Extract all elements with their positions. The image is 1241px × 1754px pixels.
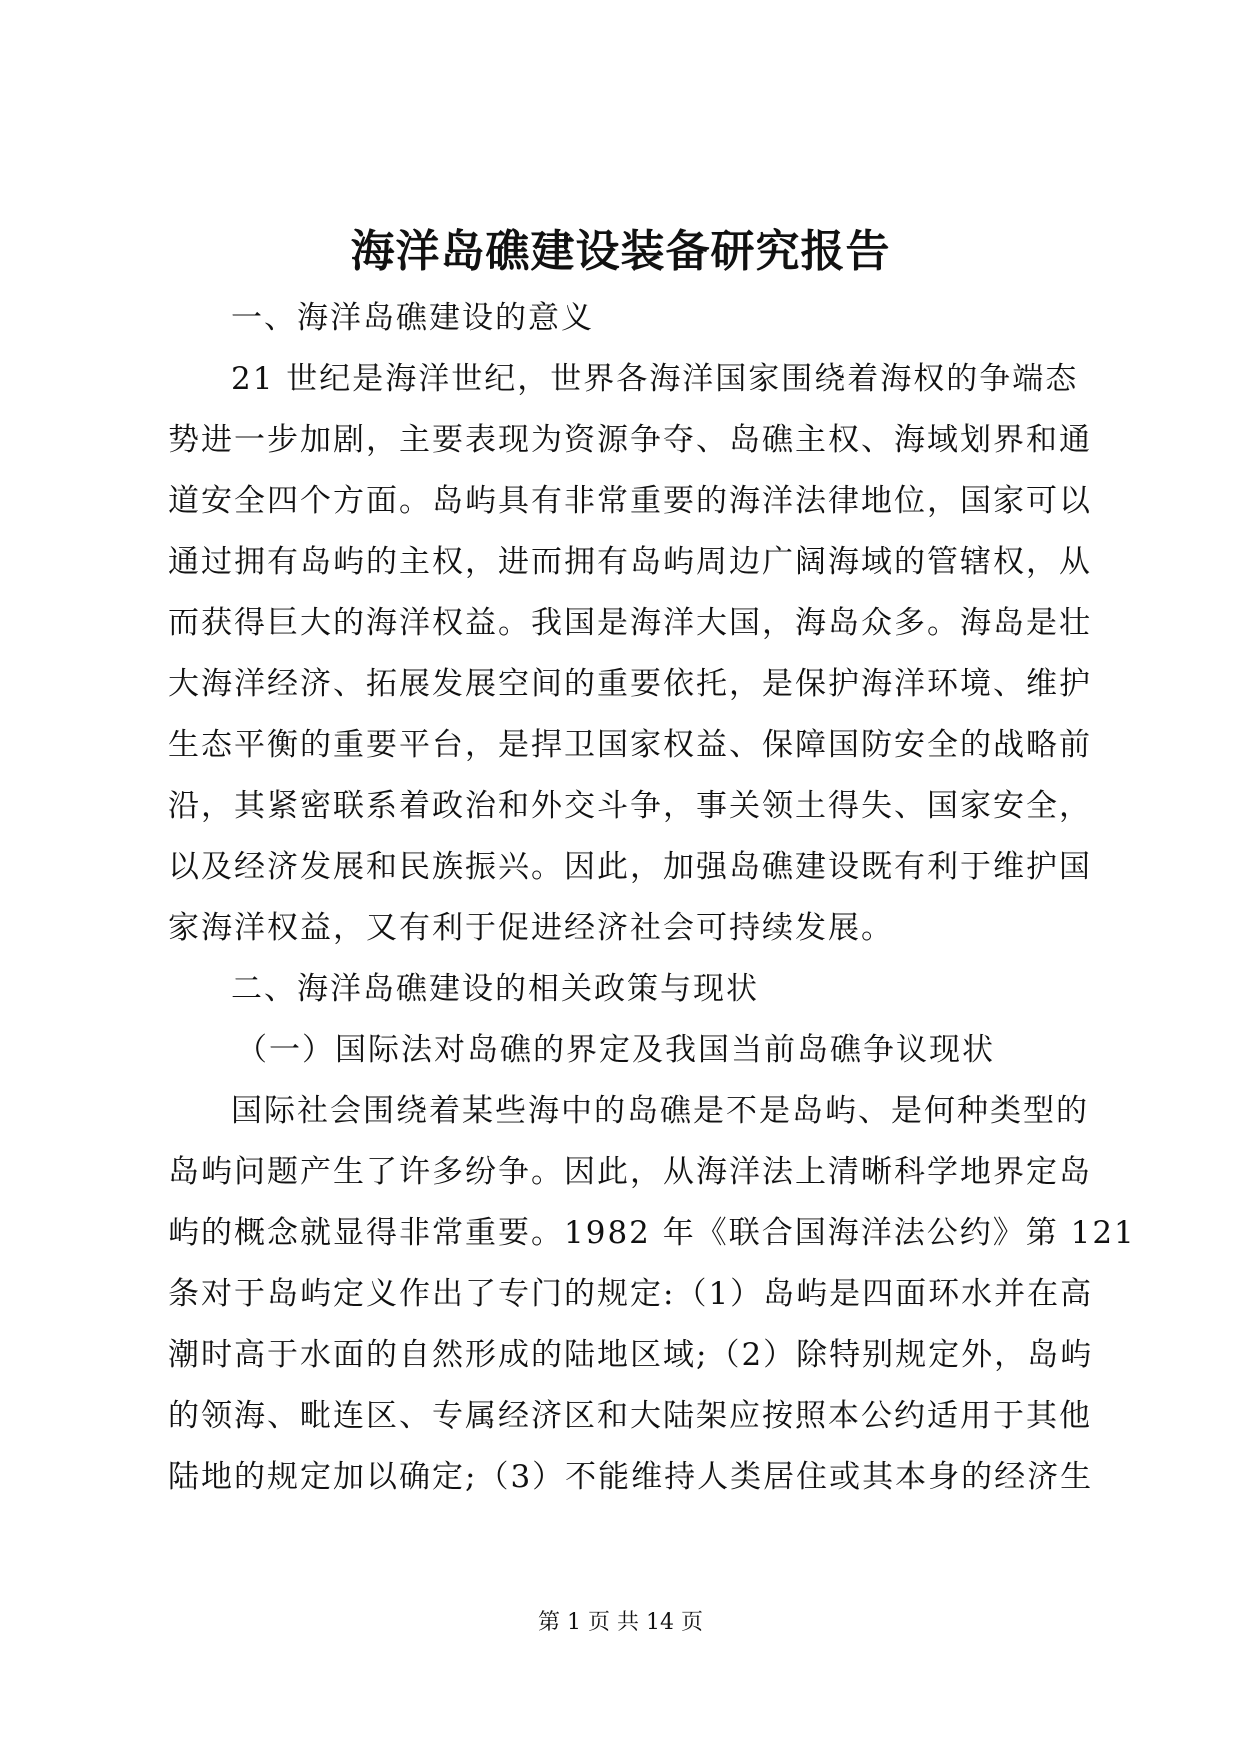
paragraph-line: 条对于岛屿定义作出了专门的规定:（1）岛屿是四面环水并在高 bbox=[168, 1276, 1094, 1312]
page-footer: 第 1 页 共 14 页 bbox=[538, 1610, 703, 1635]
section-heading-2: 二、海洋岛礁建设的相关政策与现状 bbox=[231, 971, 759, 1007]
paragraph-line: 潮时高于水面的自然形成的陆地区域;（2）除特别规定外，岛屿 bbox=[168, 1337, 1094, 1373]
paragraph-line: 势进一步加剧，主要表现为资源争夺、岛礁主权、海域划界和通 bbox=[168, 422, 1092, 458]
paragraph-line: 岛屿问题产生了许多纷争。因此，从海洋法上清晰科学地界定岛 bbox=[168, 1154, 1092, 1190]
paragraph-line: 生态平衡的重要平台，是捍卫国家权益、保障国防安全的战略前 bbox=[168, 727, 1092, 763]
paragraph-line: 的领海、毗连区、专属经济区和大陆架应按照本公约适用于其他 bbox=[168, 1398, 1092, 1434]
paragraph-line: 道安全四个方面。岛屿具有非常重要的海洋法律地位，国家可以 bbox=[168, 483, 1092, 519]
subsection-heading-1: （一）国际法对岛礁的界定及我国当前岛礁争议现状 bbox=[236, 1032, 995, 1068]
paragraph-line: 家海洋权益，又有利于促进经济社会可持续发展。 bbox=[168, 910, 894, 946]
document-title: 海洋岛礁建设装备研究报告 bbox=[350, 226, 891, 277]
paragraph-line: 沿，其紧密联系着政治和外交斗争，事关领土得失、国家安全， bbox=[168, 788, 1092, 824]
document-body bbox=[168, 288, 1136, 1508]
paragraph-line: 以及经济发展和民族振兴。因此，加强岛礁建设既有利于维护国 bbox=[168, 849, 1092, 885]
paragraph-line: 国际社会围绕着某些海中的岛礁是不是岛屿、是何种类型的 bbox=[231, 1093, 1089, 1129]
paragraph-line: 陆地的规定加以确定;（3）不能维持人类居住或其本身的经济生 bbox=[168, 1459, 1094, 1495]
paragraph-line: 而获得巨大的海洋权益。我国是海洋大国，海岛众多。海岛是壮 bbox=[168, 605, 1092, 641]
paragraph-line: 通过拥有岛屿的主权，进而拥有岛屿周边广阔海域的管辖权，从 bbox=[168, 544, 1092, 580]
section-heading-1: 一、海洋岛礁建设的意义 bbox=[231, 300, 594, 336]
paragraph-line: 大海洋经济、拓展发展空间的重要依托，是保护海洋环境、维护 bbox=[168, 666, 1092, 702]
paragraph-line: 21 世纪是海洋世纪，世界各海洋国家围绕着海权的争端态 bbox=[231, 361, 1079, 397]
paragraph-line: 屿的概念就显得非常重要。1982 年《联合国海洋法公约》第 121 bbox=[168, 1215, 1136, 1251]
